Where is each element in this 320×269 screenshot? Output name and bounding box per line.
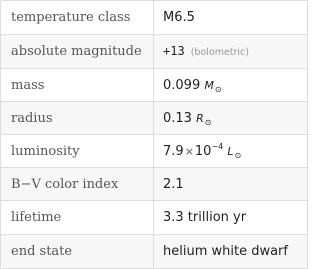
row-value: 2.1 <box>163 177 184 192</box>
table-row-absolute-magnitude <box>1 34 307 68</box>
solar-radius-unit: $R_⊙$ <box>196 112 212 127</box>
table-row-bv-color-index <box>1 167 307 201</box>
row-value: 3.3 trillion yr <box>163 210 247 225</box>
column-divider <box>153 1 154 268</box>
row-label: luminosity <box>11 144 80 159</box>
radius-value: 0.13 <box>163 111 192 126</box>
row-label: temperature class <box>11 10 131 25</box>
luminosity-base: 10 <box>194 144 212 159</box>
row-label: mass <box>11 78 45 93</box>
table-row-end-state <box>1 234 307 268</box>
solar-mass-unit: $M_⊙$ <box>204 79 222 94</box>
solar-luminosity-unit: $L_⊙$ <box>227 145 242 160</box>
row-value <box>154 102 307 135</box>
row-value <box>154 135 307 168</box>
table-row-luminosity <box>1 134 307 168</box>
row-value: M6.5 <box>163 10 195 25</box>
table-row-radius <box>1 101 307 135</box>
row-label: lifetime <box>11 210 62 225</box>
table-row-mass <box>1 68 307 102</box>
row-value <box>154 69 307 102</box>
row-label: absolute magnitude <box>11 44 142 59</box>
row-value <box>154 35 307 68</box>
row-value: helium white dwarf <box>163 244 288 259</box>
row-label: end state <box>11 244 73 259</box>
row-label: radius <box>11 111 53 126</box>
magnitude-note: (bolometric) <box>190 47 249 58</box>
luminosity-exponent: −4 <box>211 142 224 151</box>
mass-value: 0.099 <box>163 78 201 93</box>
magnitude-value: +13 <box>163 44 185 58</box>
table-row-lifetime <box>1 200 307 234</box>
table-row-temperature-class <box>1 1 307 34</box>
luminosity-mantissa: 7.9 <box>163 144 184 159</box>
row-label: B−V color index <box>11 177 119 192</box>
times-sign: × <box>184 145 194 158</box>
